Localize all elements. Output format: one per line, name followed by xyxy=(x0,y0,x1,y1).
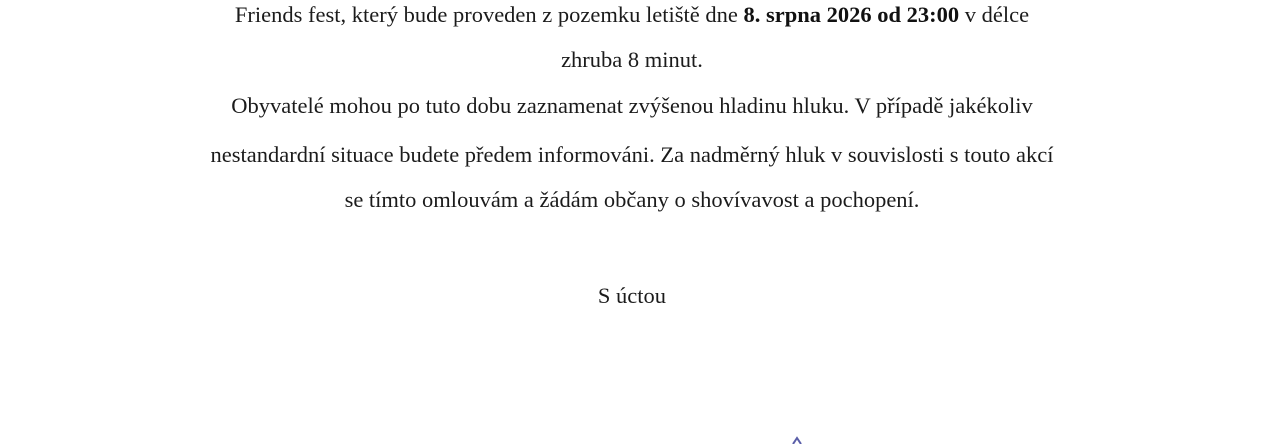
line1-text-end: v délce xyxy=(959,2,1030,27)
line1-text-start: Friends fest, který bude proveden z pozemku letiště dne xyxy=(234,2,744,27)
signature-ink-mark xyxy=(790,436,804,444)
paragraph-line-5: se tímto omlouvám a žádám občany o shovívavost a pochopení. xyxy=(344,187,920,212)
event-date-time: 8. srpna 2026 od 23:00 xyxy=(743,2,960,27)
paragraph-line-2: zhruba 8 minut. xyxy=(561,47,703,72)
closing-salutation: S úctou xyxy=(597,283,667,308)
paragraph-line-4: nestandardní situace budete předem informováni. Za nadměrný hluk v souvislosti s touto akcí xyxy=(210,142,1054,167)
paragraph-line-1 xyxy=(0,0,1264,30)
paragraph-line-3: Obyvatelé mohou po tuto dobu zaznamenat zvýšenou hladinu hluku. V případě jakékoliv xyxy=(231,93,1033,118)
